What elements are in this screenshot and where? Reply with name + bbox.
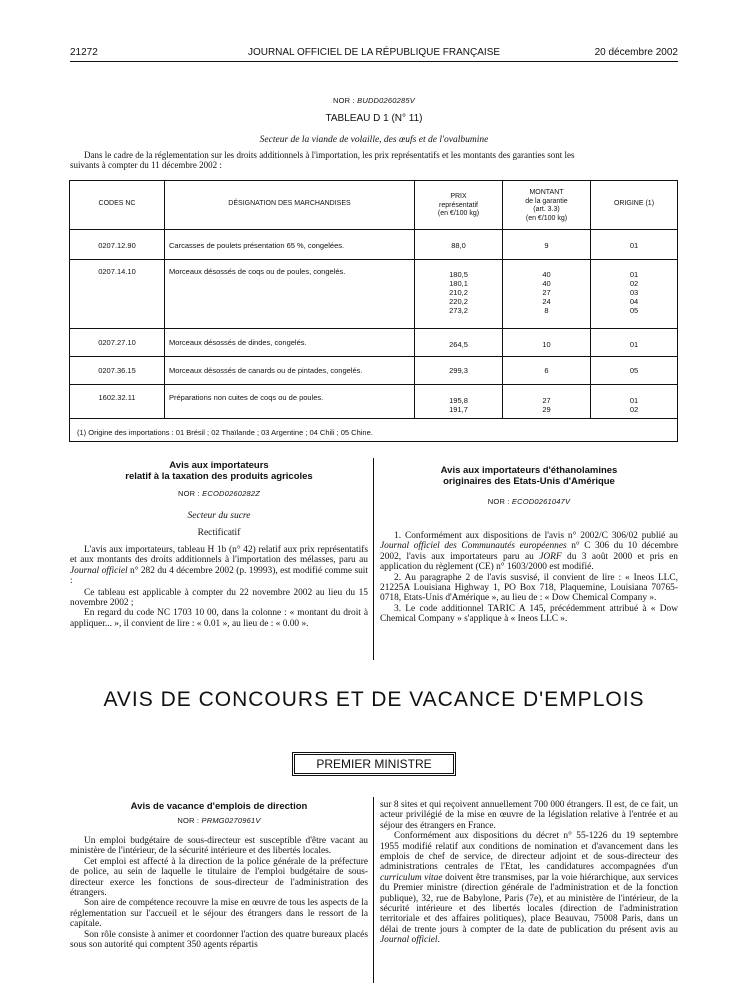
row-divider bbox=[69, 384, 678, 385]
journal-title: JOURNAL OFFICIEL DE LA RÉPUBLIQUE FRANÇAISE bbox=[247, 47, 501, 58]
left-notice-title-line: Avis aux importateurs bbox=[169, 460, 269, 471]
header-montant-line: (art. 3.3) bbox=[533, 206, 560, 213]
row-designation: Morceaux désossés de dindes, congelés. bbox=[169, 338, 307, 347]
left-notice-sector: Secteur du sucre bbox=[187, 511, 251, 521]
row-origine-list bbox=[591, 396, 677, 414]
row-origine: 05 bbox=[629, 306, 639, 315]
row-prix-list bbox=[415, 270, 502, 315]
vacancy-paragraph bbox=[380, 831, 678, 945]
row-code: 0207.36.15 bbox=[98, 366, 136, 375]
vacancy-left-column bbox=[70, 836, 368, 986]
row-montant: 40 bbox=[542, 279, 551, 288]
row-montant-list bbox=[503, 270, 590, 315]
text-run: Journal officiel des Communautés européennes bbox=[380, 541, 567, 552]
row-montant-list bbox=[503, 396, 590, 414]
vacancy-nor bbox=[70, 816, 368, 825]
text-run: n° 282 du 4 décembre 2002 (p. 19993), est modifié comme suit : bbox=[70, 565, 368, 587]
row-origine: 04 bbox=[629, 297, 639, 306]
nor-reference bbox=[70, 96, 678, 105]
right-notice-body bbox=[380, 531, 678, 625]
row-code: 1602.32.11 bbox=[98, 393, 136, 402]
row-prix: 210,2 bbox=[449, 288, 468, 297]
row-code: 0207.27.10 bbox=[98, 338, 136, 347]
row-origine: 01 bbox=[629, 241, 639, 250]
row-origine: 02 bbox=[629, 279, 639, 288]
text-run: Conformément aux dispositions du décret n° 55-1226 du 19 septembre 1955 modifié relatif aux conditions de nomination et d'avancement dans les emplois de chef de service, de directeur adjoint et de sous-directeur des administrations centrales de l'Etat, les candidatures accompagnées d'un bbox=[380, 831, 678, 873]
row-origine: 01 bbox=[629, 396, 639, 405]
left-notice-paragraph bbox=[70, 545, 368, 587]
nor-label: NOR : bbox=[333, 96, 358, 105]
row-prix: 180,1 bbox=[449, 279, 468, 288]
row-origine: 01 bbox=[629, 340, 639, 349]
header-codes: CODES NC bbox=[98, 200, 136, 207]
row-prix: 88,0 bbox=[451, 241, 466, 250]
text-run: JORF bbox=[539, 551, 562, 562]
vacancy-paragraph: sur 8 sites et qui reçoivent annuellement 700 000 étrangers. Il est, de ce fait, un acteur privilégié de la mise en œuvre de la législation relative à l'entrée et au séjour des étrangers en France. bbox=[380, 800, 678, 831]
left-notice-body bbox=[70, 545, 368, 629]
intro-line-2: suivants à compter du 11 décembre 2002 : bbox=[70, 160, 222, 170]
left-notice-nor bbox=[70, 489, 368, 498]
text-run: curriculum vitae bbox=[380, 872, 443, 883]
nor-label: NOR : bbox=[177, 816, 202, 825]
right-notice-title bbox=[380, 466, 678, 487]
row-divider bbox=[69, 356, 678, 357]
vacancy-right-column bbox=[380, 800, 678, 986]
row-montant: 27 bbox=[542, 396, 551, 405]
header-designation: DÉSIGNATION DES MARCHANDISES bbox=[228, 200, 351, 207]
row-origine-list bbox=[591, 270, 677, 315]
table-footnote: (1) Origine des importations : 01 Brésil ; 02 Thaïlande ; 03 Argentine ; 04 Chili ; 05 Chine. bbox=[77, 428, 373, 437]
ministry-box: PREMIER MINISTRE bbox=[292, 752, 456, 776]
header-montant-line: de la garantie bbox=[525, 197, 568, 205]
right-notice-paragraph: 2. Au paragraphe 2 de l'avis susvisé, il convient de lire : « Ineos LLC, 21225A Louisiana Highway 1, PO Box 718, Plaquemine, Louisiana 70765-0718, Etats-Unis d'Amérique », au lieu de : « Dow Chemical Company ». bbox=[380, 572, 678, 604]
row-divider bbox=[69, 328, 678, 329]
right-notice-paragraph bbox=[380, 531, 678, 573]
vacancy-paragraph: Un emploi budgétaire de sous-directeur est susceptible d'être vacant au ministère de l'intérieur, de la sécurité intérieure et des libertés locales. bbox=[70, 836, 368, 857]
vacancy-paragraph: Cet emploi est affecté à la direction de la police générale de la préfecture de police, au sein de laquelle le titulaire de l'emploi budgétaire de sous-directeur exerce les fonctions de sous-directeur de l'administration des étrangers. bbox=[70, 856, 368, 899]
header-divider bbox=[69, 229, 678, 230]
column-rule bbox=[373, 458, 374, 660]
row-designation: Morceaux désossés de canards ou de pintades, congelés. bbox=[169, 366, 363, 375]
header-prix-line: représentatif bbox=[439, 201, 478, 209]
row-montant: 8 bbox=[544, 306, 549, 315]
left-notice-rectificatif: Rectificatif bbox=[197, 528, 241, 538]
row-code: 0207.14.10 bbox=[98, 267, 136, 276]
header-origine: ORIGINE (1) bbox=[613, 200, 655, 207]
text-run: Journal officiel bbox=[70, 565, 128, 576]
row-montant: 24 bbox=[542, 297, 551, 306]
sector-title: Secteur de la viande de volaille, des œufs et de l'ovalbumine bbox=[259, 135, 489, 145]
left-notice-paragraph: En regard du code NC 1703 10 00, dans la colonne : « montant du droit à appliquer... », il convient de lire : « 0.01 », au lieu de : « 0.00 ». bbox=[70, 608, 368, 629]
row-prix: 273,2 bbox=[449, 306, 468, 315]
nor-label: NOR : bbox=[178, 489, 203, 498]
header-montant-line: MONTANT bbox=[529, 189, 564, 196]
text-run: L'avis aux importateurs, tableau H 1b (n° 42) relatif aux prix représentatifs et aux montants des droits additionnels à l'importation des mélasses, paru au bbox=[70, 545, 368, 566]
row-prix-list bbox=[415, 396, 502, 414]
right-notice-title-line: originaires des Etats-Unis d'Amérique bbox=[443, 475, 615, 487]
header-rule bbox=[70, 61, 678, 62]
header-prix-line: (en €/100 kg) bbox=[437, 210, 480, 217]
row-montant: 9 bbox=[544, 241, 549, 250]
row-designation: Carcasses de poulets présentation 65 %, congelées. bbox=[169, 241, 345, 250]
vacancy-title: Avis de vacance d'emplois de direction bbox=[130, 801, 308, 812]
header-montant-line: (en €/100 kg) bbox=[525, 214, 568, 222]
header-prix bbox=[415, 193, 502, 219]
text-run: doivent être transmises, par la voie hiérarchique, aux services du Premier ministre (direction générale de l'administration et de la fonction publique), 32, rue de Babylone, Paris (7e), et au ministère de l'intérieur, de la sécurité intérieure et des libertés locales (direction de l'administration territoriale et des affaires politiques), place Beauvau, 75008 Paris, dans un délai de trente jours à compter de la date de publication du présent avis au bbox=[380, 872, 678, 935]
right-notice-title-line: Avis aux importateurs d'éthanolamines bbox=[440, 465, 618, 476]
header-montant bbox=[503, 189, 590, 223]
left-notice-title-line: relatif à la taxation des produits agricoles bbox=[125, 470, 313, 482]
nor-code: ECOD0261047V bbox=[511, 497, 571, 506]
table-title: TABLEAU D 1 (N° 11) bbox=[325, 113, 423, 124]
intro-line-1: Dans le cadre de la réglementation sur les droits additionnels à l'importation, les prix représentatifs et les montants des garanties sont les bbox=[84, 150, 575, 160]
row-origine: 05 bbox=[629, 366, 639, 375]
row-prix: 220,2 bbox=[449, 297, 468, 306]
text-run: du 3 août 2000 et pris en application du règlement (CE) n° 1603/2000 est modifié. bbox=[380, 551, 678, 573]
row-montant: 10 bbox=[542, 340, 551, 349]
row-prix: 191,7 bbox=[449, 405, 468, 414]
row-prix: 180,5 bbox=[449, 270, 468, 279]
nor-code: ECOD0260282Z bbox=[202, 489, 260, 498]
row-designation: Préparations non cuites de coqs ou de poules. bbox=[169, 393, 324, 402]
row-prix: 195,8 bbox=[449, 396, 468, 405]
column-rule bbox=[373, 797, 374, 983]
row-divider bbox=[69, 418, 678, 419]
row-divider bbox=[69, 259, 678, 260]
row-designation: Morceaux désossés de coqs ou de poules, congelés. bbox=[169, 267, 346, 276]
page-number: 21272 bbox=[70, 47, 98, 58]
row-origine: 01 bbox=[629, 270, 639, 279]
text-run: 1. Conformément aux dispositions de l'avis n° 2002/C 306/02 publié au bbox=[394, 531, 678, 541]
vacancy-paragraph: Son rôle consiste à animer et coordonner l'action des quatre bureaux placés sous son autorité qui comptent 350 agents répartis bbox=[70, 929, 368, 951]
left-notice-paragraph: Ce tableau est applicable à compter du 22 novembre 2002 au lieu du 15 novembre 2002 ; bbox=[70, 587, 368, 609]
row-montant: 6 bbox=[544, 366, 549, 375]
nor-label: NOR : bbox=[487, 497, 512, 506]
row-code: 0207.12.90 bbox=[98, 241, 136, 250]
vacancy-paragraph: Son aire de compétence recouvre la mise en œuvre de tous les aspects de la réglementation sur l'accueil et le séjour des étrangers dans le ressort de la capitale. bbox=[70, 898, 368, 930]
row-prix: 264,5 bbox=[449, 340, 468, 349]
text-run: . bbox=[437, 935, 440, 946]
left-notice-title bbox=[70, 461, 368, 482]
text-run: Journal officiel bbox=[380, 935, 438, 946]
text-run: n° C 306 du 10 décembre 2002, l'avis aux importateurs paru au bbox=[380, 541, 679, 562]
col-divider bbox=[164, 180, 165, 418]
row-origine: 02 bbox=[629, 405, 639, 414]
issue-date: 20 décembre 2002 bbox=[594, 47, 678, 58]
row-montant: 29 bbox=[542, 405, 551, 414]
intro-text bbox=[70, 150, 678, 170]
nor-code: PRMG0270961V bbox=[201, 816, 261, 825]
nor-code: BUDD0260285V bbox=[357, 96, 415, 105]
header-prix-line: PRIX bbox=[450, 193, 467, 200]
right-notice-paragraph: 3. Le code additionnel TARIC A 145, précédemment attribué à « Dow Chemical Company » s'applique à « Ineos LLC ». bbox=[380, 603, 678, 625]
row-prix: 299,3 bbox=[449, 366, 468, 375]
row-montant: 40 bbox=[542, 270, 551, 279]
row-origine: 03 bbox=[629, 288, 639, 297]
section-title: AVIS DE CONCOURS ET DE VACANCE D'EMPLOIS bbox=[103, 688, 645, 711]
row-montant: 27 bbox=[542, 288, 551, 297]
right-notice-nor bbox=[380, 497, 678, 506]
